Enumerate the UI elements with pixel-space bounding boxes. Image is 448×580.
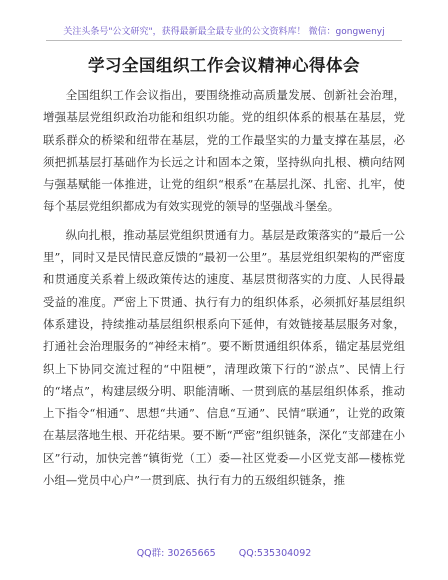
footer-qq: QQ:535304092 bbox=[238, 548, 312, 559]
paragraph-2: 纵向扎根，推动基层党组织贯通有力。基层是政策落实的“最后一公里”，同时又是民情民意反馈的“最初一公里”。基层党组织架构的严密度和贯通度关系着上级政策传达的速度、基层贯彻落实的力度、人民得最受益的准度。严密上下贯通、执行有力的组织体系，必须抓好基层组织体系建设，持续推动基层组织根系向下延伸，有效链接基层服务对象，打通社会治理服务的“神经末梢”。要不断贯通组织体系，锚定基层党组织上下协同交流过程的“中阻梗”，清理政策下行的“淤点”、民情上行的“堵点”，构建层级分明、职能清晰、一贯到底的基层组织体系，推动上下指令“相通”、思想“共通”、信息“互通”、民情“联通”，让党的政策在基层落地生根、开花结果。要不断“严密”组织链条，深化“支部建在小区”行动，加快完善“镇街党（工）委—社区党委—小区党支部—楼栋党小组—党员中心户”一贯到底、执行有力的五级组织链条，推 bbox=[43, 227, 405, 488]
page-title: 学习全国组织工作会议精神心得体会 bbox=[88, 56, 360, 75]
footer bbox=[0, 545, 448, 559]
footer-qq-group: QQ群: 30265665 bbox=[136, 548, 216, 559]
header-divider bbox=[46, 40, 402, 41]
paragraph-1: 全国组织工作会议指出，要围绕推动高质量发展、创新社会治理，增强基层党组织政治功能和组织功能。党的组织体系的根基在基层，党联系群众的桥梁和纽带在基层，党的工作最坚实的力量支撑在基层，必须把抓基层打基础作为长远之计和固本之策，坚持纵向扎根、横向结网与强基赋能一体推进，让党的组织“根系”在基层扎深、扎密、扎牢，使每个基层党组织都成为有效实现党的领导的坚强战斗堡垒。 bbox=[43, 88, 405, 214]
document-body bbox=[43, 84, 405, 497]
header-banner: 关注头条号"公文研究"，获得最新最全最专业的公文资料库！ 微信：gongwenyj bbox=[63, 27, 385, 37]
